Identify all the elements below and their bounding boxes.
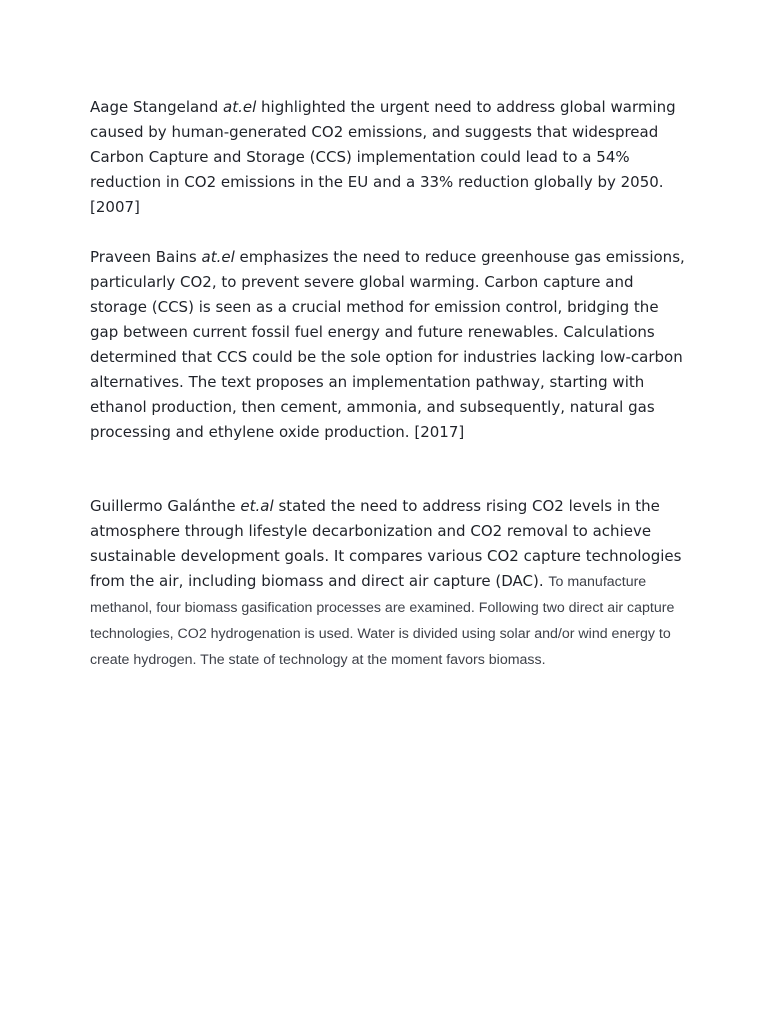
author-name: Aage Stangeland: [90, 98, 219, 116]
etal-label: at.el: [201, 248, 235, 266]
paragraph-bains: [90, 245, 690, 445]
paragraph-text-alt-font: To manufacture methanol, four biomass gasification processes are examined. Following two direct air capture technologies, CO2 hydrogenation is used. Water is divided using solar and/or wind energy to create hydrogen. The state of technology at the moment favors biomass.: [90, 574, 675, 668]
paragraph-text: stated the need to address rising CO2 levels in the atmosphere through lifestyle decarbonization and CO2 removal to achieve sustainable development goals. It compares various CO2 capture technologies from the air, including biomass and direct air capture (DAC).: [90, 497, 682, 590]
paragraph-stangeland: [90, 95, 690, 220]
document-body: [90, 95, 690, 673]
etal-label: at.el: [223, 98, 257, 116]
author-name: Praveen Bains: [90, 248, 197, 266]
paragraph-text: highlighted the urgent need to address global warming caused by human-generated CO2 emissions, and suggests that widespread Carbon Capture and Storage (CCS) implementation could lead to a 54% reduction in CO2 emissions in the EU and a 33% reduction globally by 2050.[2007]: [90, 98, 676, 216]
paragraph-galan: [90, 494, 690, 673]
etal-label: et.al: [240, 497, 274, 515]
paragraph-text: emphasizes the need to reduce greenhouse gas emissions, particularly CO2, to prevent severe global warming. Carbon capture and storage (CCS) is seen as a crucial method for emission control, bridging the gap between current fossil fuel energy and future renewables. Calculations determined that CCS could be the sole option for industries lacking low-carbon alternatives. The text proposes an implementation pathway, starting with ethanol production, then cement, ammonia, and subsequently, natural gas processing and ethylene oxide production. [2017]: [90, 248, 685, 441]
author-name: Guillermo Galánthe: [90, 497, 236, 515]
